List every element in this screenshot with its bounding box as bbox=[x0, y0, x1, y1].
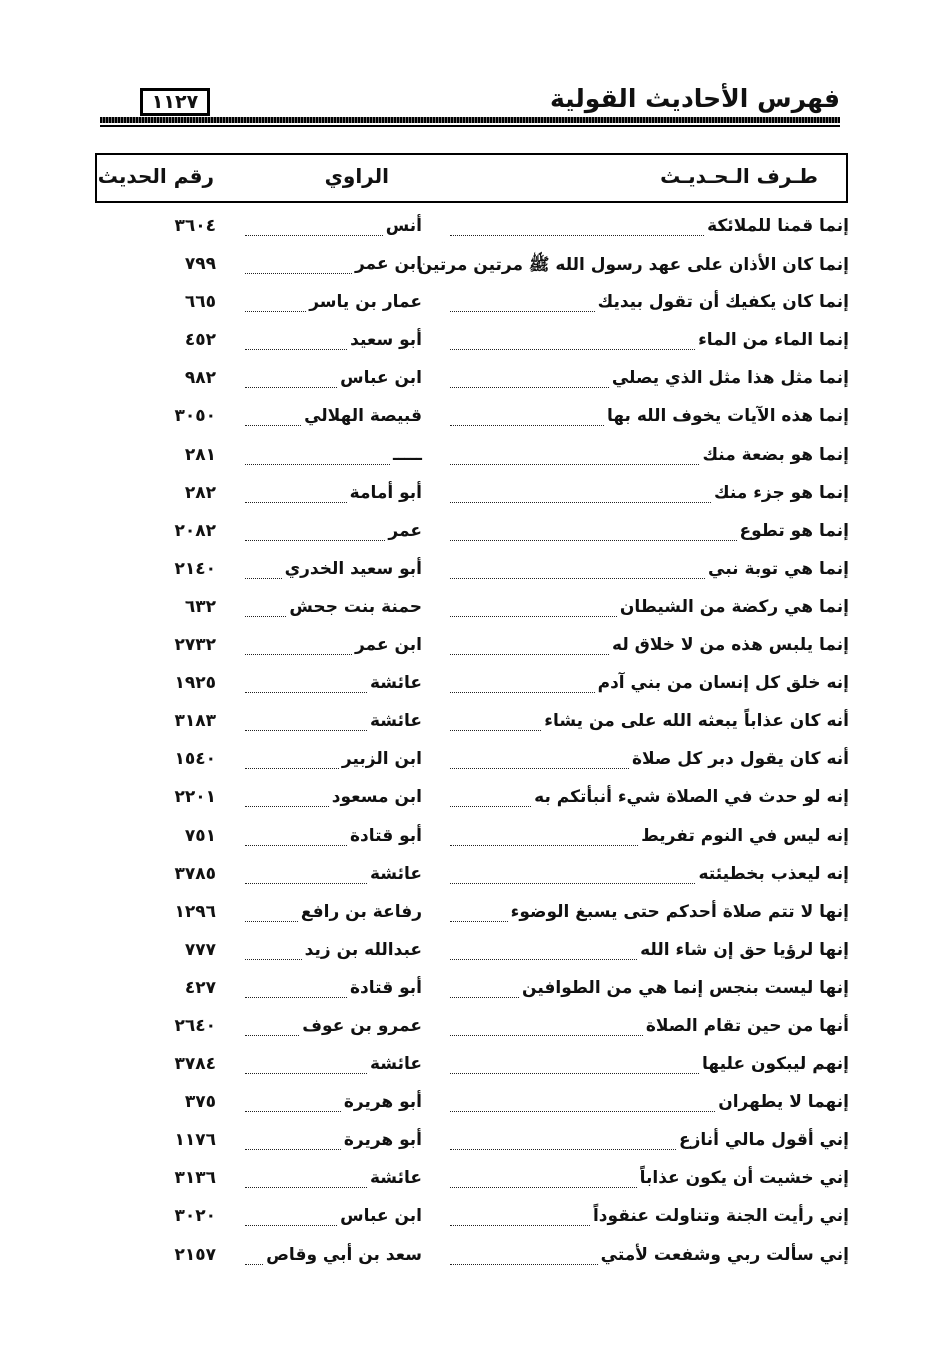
narrator-cell bbox=[242, 254, 422, 280]
narrator-cell bbox=[242, 216, 422, 242]
narrator-text: عمرو بن عوف bbox=[302, 1015, 422, 1036]
narrator-text: أنس bbox=[385, 216, 422, 236]
narrator-text: ابن عمر bbox=[354, 254, 422, 275]
hadith-cell bbox=[447, 673, 849, 699]
narrator-text: أبو قتادة bbox=[349, 825, 422, 846]
list-item bbox=[0, 1198, 940, 1236]
hadith-cell bbox=[447, 1130, 849, 1156]
leader-dots bbox=[450, 921, 508, 922]
list-item bbox=[0, 475, 940, 513]
hadith-cell bbox=[447, 635, 849, 661]
hadith-text: إنما مثل هذا مثل الذي يصلي bbox=[611, 368, 849, 389]
hadith-cell bbox=[447, 1092, 849, 1118]
hadith-number: ٧٧٧ bbox=[184, 939, 216, 960]
page-number: ١١٢٧ bbox=[140, 88, 210, 116]
hadith-text: إنما الماء من الماء bbox=[698, 330, 849, 351]
hadith-cell bbox=[447, 1168, 849, 1194]
hadith-number: ٢١٤٠ bbox=[174, 558, 216, 579]
page-title: فهرس الأحاديث القولية bbox=[550, 84, 840, 113]
hadith-number: ٧٩٩ bbox=[184, 254, 216, 275]
leader-dots bbox=[245, 540, 385, 541]
narrator-text: أبو أمامة bbox=[349, 482, 422, 503]
leader-dots bbox=[450, 616, 617, 617]
hadith-text: إنما كان الأذان على عهد رسول الله ﷺ مرتين مرتين bbox=[417, 255, 849, 276]
hadith-number: ٦٦٥ bbox=[184, 292, 216, 313]
hadith-number: ٣٠٢٠ bbox=[174, 1206, 216, 1227]
leader-dots bbox=[245, 1225, 337, 1226]
narrator-text: رفاعة بن رافع bbox=[300, 901, 422, 922]
column-hadith-label: طـرف الـحـديـث bbox=[660, 164, 818, 188]
hadith-text: أنه كان يقول دبر كل صلاة bbox=[631, 749, 849, 770]
leader-dots bbox=[450, 387, 609, 388]
hadith-text: إنما هو تطوع bbox=[739, 520, 849, 541]
hadith-cell bbox=[447, 1054, 849, 1080]
hadith-text: إنه ليعذب بخطيئته bbox=[698, 863, 849, 884]
leader-dots bbox=[450, 235, 704, 236]
narrator-cell bbox=[242, 292, 422, 318]
narrator-text: عبدالله بن زيد bbox=[304, 939, 422, 960]
leader-dots bbox=[450, 730, 541, 731]
hadith-number: ١٢٩٦ bbox=[174, 901, 216, 922]
column-narrator-label: الراوي bbox=[324, 164, 389, 188]
leader-dots bbox=[245, 273, 352, 274]
hadith-cell bbox=[447, 1245, 849, 1271]
list-item bbox=[0, 513, 940, 551]
leader-dots bbox=[450, 1111, 715, 1112]
hadith-cell bbox=[447, 940, 849, 966]
hadith-number: ٢٢٠١ bbox=[174, 787, 216, 808]
hadith-number: ٩٨٢ bbox=[184, 368, 216, 389]
hadith-cell bbox=[447, 711, 849, 737]
leader-dots bbox=[245, 1035, 299, 1036]
leader-dots bbox=[450, 845, 638, 846]
hadith-text: إني خشيت أن يكون عذاباً bbox=[639, 1168, 849, 1189]
list-item bbox=[0, 1046, 940, 1084]
hadith-cell bbox=[447, 483, 849, 509]
narrator-text: عائشة bbox=[370, 1168, 422, 1189]
narrator-text: ـــــ bbox=[392, 444, 422, 465]
narrator-text: حمنة بنت جحش bbox=[289, 596, 422, 617]
hadith-cell bbox=[447, 368, 849, 394]
list-item bbox=[0, 398, 940, 436]
hadith-number: ١٥٤٠ bbox=[174, 749, 216, 770]
narrator-cell bbox=[242, 1206, 422, 1232]
leader-dots bbox=[450, 1225, 590, 1226]
leader-dots bbox=[245, 921, 298, 922]
leader-dots bbox=[450, 1035, 643, 1036]
leader-dots bbox=[245, 311, 306, 312]
hadith-cell bbox=[447, 559, 849, 585]
leader-dots bbox=[245, 959, 302, 960]
leader-dots bbox=[450, 1073, 699, 1074]
list-item bbox=[0, 932, 940, 970]
narrator-cell bbox=[242, 902, 422, 928]
hadith-text: إنهما لا يطهران bbox=[718, 1092, 849, 1113]
hadith-number: ٧٥١ bbox=[184, 825, 216, 846]
hadith-number: ٢٨١ bbox=[184, 444, 216, 465]
list-item bbox=[0, 1084, 940, 1122]
leader-dots bbox=[450, 959, 637, 960]
hadith-text: إنها لرؤيا حق إن شاء الله bbox=[640, 939, 849, 960]
hadith-cell bbox=[447, 1016, 849, 1042]
leader-dots bbox=[245, 1149, 341, 1150]
hadith-number: ٣٦٠٤ bbox=[174, 216, 216, 236]
header-rule-thin bbox=[100, 125, 840, 127]
hadith-number: ٣٧٨٥ bbox=[174, 863, 216, 884]
hadith-text: إنهم ليبكون عليها bbox=[701, 1054, 849, 1075]
hadith-number: ٢٧٣٢ bbox=[174, 635, 216, 656]
leader-dots bbox=[450, 654, 609, 655]
leader-dots bbox=[245, 349, 347, 350]
hadith-number: ٣٧٥ bbox=[184, 1092, 216, 1113]
list-item bbox=[0, 1008, 940, 1046]
hadith-number: ٢٨٢ bbox=[184, 482, 216, 503]
hadith-cell bbox=[447, 749, 849, 775]
narrator-cell bbox=[242, 978, 422, 1004]
hadith-cell bbox=[447, 521, 849, 547]
hadith-text: إنما هو جزء منك bbox=[713, 482, 849, 503]
narrator-cell bbox=[242, 826, 422, 852]
hadith-cell bbox=[417, 254, 849, 280]
list-item bbox=[0, 894, 940, 932]
leader-dots bbox=[450, 502, 711, 503]
list-item bbox=[0, 246, 940, 284]
leader-dots bbox=[245, 806, 329, 807]
leader-dots bbox=[245, 1073, 367, 1074]
leader-dots bbox=[245, 692, 367, 693]
hadith-text: إنه ليس في النوم تفريط bbox=[641, 825, 849, 846]
hadith-text: إنما هي توبة نبي bbox=[708, 558, 849, 579]
narrator-cell bbox=[242, 940, 422, 966]
hadith-number: ٣٧٨٤ bbox=[174, 1054, 216, 1075]
leader-dots bbox=[245, 768, 339, 769]
leader-dots bbox=[450, 997, 519, 998]
hadith-text: إنها ليست بنجس إنما هي من الطوافين bbox=[522, 977, 849, 998]
narrator-text: ابن مسعود bbox=[331, 787, 422, 808]
column-header bbox=[95, 153, 848, 203]
leader-dots bbox=[245, 654, 352, 655]
hadith-number: ٢٦٤٠ bbox=[174, 1015, 216, 1036]
narrator-cell bbox=[242, 864, 422, 890]
leader-dots bbox=[450, 540, 737, 541]
hadith-text: إنما هذه الآيات يخوف الله بها bbox=[606, 406, 849, 427]
leader-dots bbox=[450, 1149, 676, 1150]
leader-dots bbox=[450, 349, 695, 350]
narrator-text: أبو هريرة bbox=[343, 1092, 422, 1113]
narrator-cell bbox=[242, 711, 422, 737]
leader-dots bbox=[245, 387, 337, 388]
narrator-cell bbox=[242, 597, 422, 623]
leader-dots bbox=[450, 1187, 637, 1188]
leader-dots bbox=[245, 1264, 263, 1265]
hadith-cell bbox=[447, 826, 849, 852]
narrator-text: سعد بن أبي وقاص bbox=[266, 1244, 422, 1265]
hadith-number: ١٩٢٥ bbox=[174, 673, 216, 694]
hadith-text: إنما هو بضعة منك bbox=[702, 444, 849, 465]
narrator-cell bbox=[242, 1130, 422, 1156]
narrator-text: عائشة bbox=[370, 673, 422, 694]
narrator-cell bbox=[242, 1054, 422, 1080]
hadith-number: ٣١٨٣ bbox=[174, 711, 216, 732]
hadith-number: ٣١٣٦ bbox=[174, 1168, 216, 1189]
leader-dots bbox=[245, 845, 347, 846]
leader-dots bbox=[450, 1264, 598, 1265]
hadith-cell bbox=[447, 864, 849, 890]
narrator-text: أبو سعيد الخدري bbox=[284, 558, 422, 579]
leader-dots bbox=[245, 235, 383, 236]
hadith-cell bbox=[447, 406, 849, 432]
hadith-cell bbox=[447, 292, 849, 318]
narrator-cell bbox=[242, 406, 422, 432]
leader-dots bbox=[450, 768, 629, 769]
list-item bbox=[0, 818, 940, 856]
narrator-cell bbox=[242, 483, 422, 509]
list-item bbox=[0, 665, 940, 703]
narrator-text: عمر bbox=[388, 520, 422, 541]
list-item bbox=[0, 1237, 940, 1275]
list-item bbox=[0, 1122, 940, 1160]
narrator-text: أبو سعيد bbox=[350, 330, 422, 351]
narrator-cell bbox=[242, 1016, 422, 1042]
narrator-text: أبو هريرة bbox=[343, 1130, 422, 1151]
hadith-text: أنها من حين تقام الصلاة bbox=[645, 1015, 849, 1036]
narrator-cell bbox=[242, 521, 422, 547]
narrator-text: ابن عمر bbox=[354, 635, 422, 656]
list-item bbox=[0, 703, 940, 741]
hadith-number: ٢٠٨٢ bbox=[174, 520, 216, 541]
hadith-number: ١١٧٦ bbox=[174, 1130, 216, 1151]
narrator-text: عائشة bbox=[370, 711, 422, 732]
list-item bbox=[0, 322, 940, 360]
leader-dots bbox=[245, 578, 282, 579]
narrator-text: عمار بن ياسر bbox=[309, 292, 422, 313]
hadith-text: إنه خلق كل إنسان من بني آدم bbox=[597, 673, 849, 694]
hadith-text: إنما قمنا للملائكة bbox=[707, 216, 849, 236]
narrator-cell bbox=[242, 559, 422, 585]
list-item bbox=[0, 551, 940, 589]
hadith-text: إنها لا تتم صلاة أحدكم حتى يسبغ الوضوء bbox=[510, 901, 849, 922]
hadith-number: ٤٢٧ bbox=[184, 977, 216, 998]
index-list bbox=[0, 208, 940, 1275]
narrator-cell bbox=[242, 673, 422, 699]
leader-dots bbox=[450, 425, 604, 426]
narrator-cell bbox=[242, 635, 422, 661]
hadith-number: ٦٣٢ bbox=[184, 596, 216, 617]
list-item bbox=[0, 360, 940, 398]
hadith-cell bbox=[447, 330, 849, 356]
narrator-text: ابن الزبير bbox=[341, 749, 422, 770]
hadith-cell bbox=[447, 216, 849, 242]
leader-dots bbox=[245, 1111, 341, 1112]
list-item bbox=[0, 779, 940, 817]
leader-dots bbox=[450, 806, 531, 807]
hadith-cell bbox=[447, 445, 849, 471]
narrator-text: ابن عباس bbox=[340, 1206, 422, 1227]
leader-dots bbox=[245, 425, 301, 426]
header-rule-thick bbox=[100, 117, 840, 123]
leader-dots bbox=[450, 578, 705, 579]
hadith-text: إني سألت ربي وشفعت لأمتي bbox=[600, 1244, 849, 1265]
hadith-text: إنما هي ركضة من الشيطان bbox=[619, 596, 849, 617]
leader-dots bbox=[245, 997, 347, 998]
leader-dots bbox=[450, 883, 695, 884]
narrator-cell bbox=[242, 1245, 422, 1271]
leader-dots bbox=[245, 464, 390, 465]
list-item bbox=[0, 589, 940, 627]
leader-dots bbox=[450, 692, 595, 693]
leader-dots bbox=[245, 730, 367, 731]
list-item bbox=[0, 208, 940, 246]
narrator-cell bbox=[242, 787, 422, 813]
list-item bbox=[0, 1160, 940, 1198]
hadith-cell bbox=[447, 597, 849, 623]
hadith-cell bbox=[447, 1206, 849, 1232]
list-item bbox=[0, 741, 940, 779]
hadith-text: إنه لو حدث في الصلاة شيء أنبأتكم به bbox=[534, 787, 849, 808]
narrator-cell bbox=[242, 1092, 422, 1118]
hadith-cell bbox=[447, 787, 849, 813]
page-number-badge bbox=[140, 88, 308, 116]
list-item bbox=[0, 437, 940, 475]
hadith-text: إني أقول مالي أنازع bbox=[678, 1130, 849, 1151]
narrator-text: أبو قتادة bbox=[349, 977, 422, 998]
narrator-text: ابن عباس bbox=[340, 368, 422, 389]
leader-dots bbox=[245, 883, 367, 884]
leader-dots bbox=[450, 464, 699, 465]
leader-dots bbox=[450, 311, 595, 312]
leader-dots bbox=[245, 616, 286, 617]
list-item bbox=[0, 856, 940, 894]
column-number-label: رقم الحديث bbox=[97, 164, 214, 188]
narrator-cell bbox=[242, 749, 422, 775]
leader-dots bbox=[245, 1187, 367, 1188]
hadith-text: إني رأيت الجنة وتناولت عنقوداً bbox=[592, 1206, 849, 1227]
narrator-text: عائشة bbox=[370, 1054, 422, 1075]
list-item bbox=[0, 284, 940, 322]
list-item bbox=[0, 627, 940, 665]
narrator-text: قبيصة الهلالي bbox=[304, 406, 422, 427]
hadith-text: إنما كان يكفيك أن تقول بيديك bbox=[597, 292, 849, 313]
hadith-cell bbox=[447, 902, 849, 928]
narrator-cell bbox=[242, 368, 422, 394]
narrator-cell bbox=[242, 1168, 422, 1194]
hadith-number: ٣٠٥٠ bbox=[174, 406, 216, 427]
hadith-number: ٤٥٢ bbox=[184, 330, 216, 351]
hadith-text: أنه كان عذاباً يبعثه الله على من يشاء bbox=[544, 711, 849, 732]
narrator-text: عائشة bbox=[370, 863, 422, 884]
narrator-cell bbox=[242, 330, 422, 356]
hadith-number: ٢١٥٧ bbox=[174, 1244, 216, 1265]
hadith-cell bbox=[447, 978, 849, 1004]
hadith-text: إنما يلبس هذه من لا خلاق له bbox=[612, 635, 849, 656]
list-item bbox=[0, 970, 940, 1008]
narrator-cell bbox=[242, 445, 422, 471]
leader-dots bbox=[245, 502, 347, 503]
running-header bbox=[100, 84, 840, 130]
